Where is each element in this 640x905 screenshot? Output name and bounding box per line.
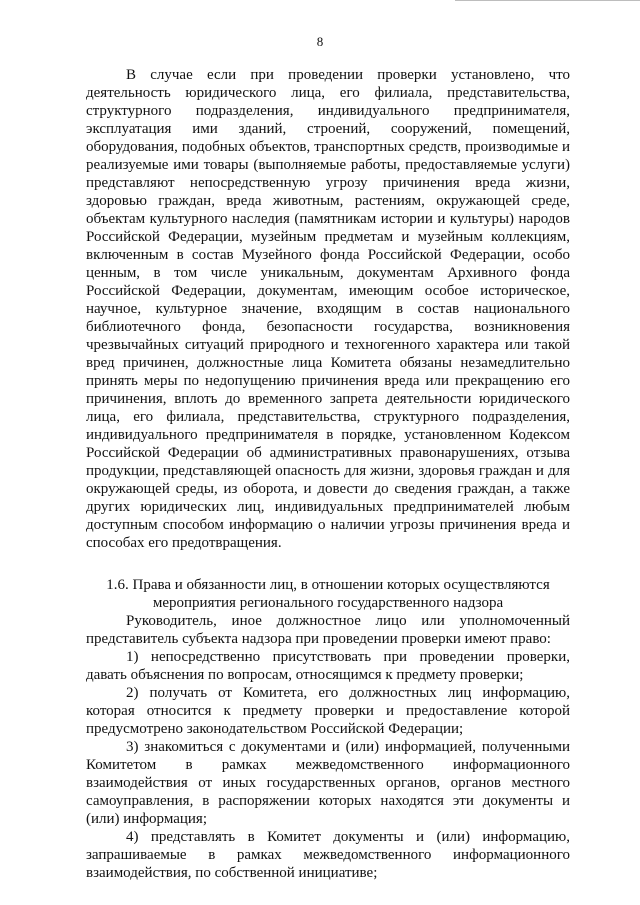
top-edge-rule [455, 0, 640, 1]
list-item-right-2: 2) получать от Комитета, его должностных лиц информацию, которая относится к предмету проверки и предоставление которой предусмотрено законодательством Российской Федерации; [86, 685, 570, 737]
section-heading-1-6 [86, 576, 570, 612]
section-heading-line-1: 1.6. Права и обязанности лиц, в отношении которых осуществляются [106, 577, 550, 593]
paragraph-threat-response: В случае если при проведении проверки установлено, что деятельность юридического лица, его филиала, представительства, структурного подразделения, индивидуального предпринимателя, эксплуатация ими зданий, строений, сооружений, помещений, оборудования, подобных объектов, транспортных средств, производимые и реализуемые ими товары (выполняемые работы, предоставляемые услуги) представляют непосредственную угрозу причинения вреда жизни, здоровью граждан, вреда животным, растениям, окружающей среде, объектам культурного наследия (памятникам истории и культуры) народов Российской Федерации, музейным предметам и музейным коллекциям, включенным в состав Музейного фонда Российской Федерации, особо ценным, в том числе уникальным, документам Архивного фонда Российской Федерации, документам, имеющим особое историческое, научное, культурное значение, входящим в состав национального библиотечного фонда, безопасности государства, возникновения чрезвычайных ситуаций природного и техногенного характера или такой вред причинен, должностные лица Комитета обязаны незамедлительно принять меры по недопущению причинения вреда или прекращению его причинения, вплоть до временного запрета деятельности юридического лица, его филиала, представительства, структурного подразделения, индивидуального предпринимателя в порядке, установленном Кодексом Российской Федерации об административных правонарушениях, отзыва продукции, представляющей опасность для жизни, здоровья граждан и для окружающей среды, из оборота, и довести до сведения граждан, а также других юридических лиц, индивидуальных предпринимателей любым доступным способом информацию о наличии угрозы причинения вреда и способах его предотвращения. [86, 67, 570, 551]
section-heading-line-2: мероприятия регионального государственного надзора [152, 595, 504, 611]
page-number: 8 [316, 34, 324, 49]
list-item-right-4: 4) представлять в Комитет документы и (или) информацию, запрашиваемые в рамках межведомственного информационного взаимодействия, по собственной инициативе; [86, 829, 570, 881]
list-item-right-3: 3) знакомиться с документами и (или) информацией, полученными Комитетом в рамках межведомственного информационного взаимодействия от иных государственных органов, органов местного самоуправления, в распоряжении которых находятся эти документы и (или) информация; [86, 739, 570, 827]
document-body [86, 66, 570, 882]
list-item-right-1: 1) непосредственно присутствовать при проведении проверки, давать объяснения по вопросам, относящимся к предмету проверки; [86, 649, 570, 683]
paragraph-rights-intro: Руководитель, иное должностное лицо или уполномоченный представитель субъекта надзора при проведении проверки имеют право: [86, 613, 570, 647]
